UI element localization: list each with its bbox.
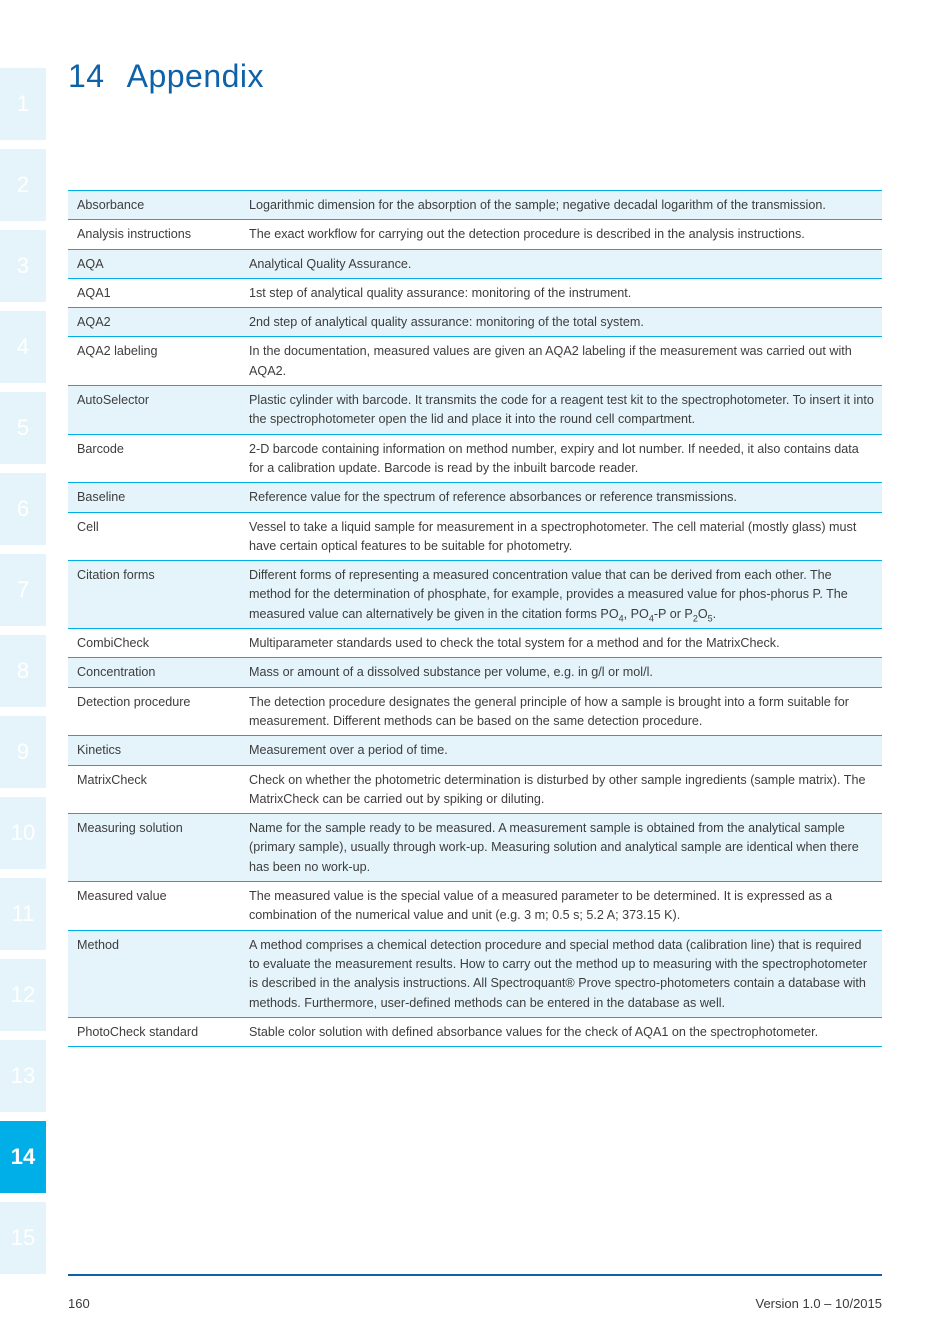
glossary-row — [68, 249, 882, 278]
glossary-term: AQA2 — [68, 308, 249, 337]
glossary-row — [68, 434, 882, 483]
glossary-row — [68, 930, 882, 1017]
glossary-term: Barcode — [77, 441, 124, 456]
glossary-term: AQA — [68, 249, 249, 278]
glossary-definition: The exact workflow for carrying out the detection procedure is described in the analysis instructions. — [249, 227, 805, 242]
chapter-tab-10[interactable]: 10 — [0, 797, 46, 869]
definition-text-run: Different forms of representing a measured concentration value that can be derived from each other. The method for the determination of phosphate, for example, provides a measured value for phos-phorus P. The measured value can alternatively be given in the citation forms PO — [249, 568, 848, 621]
glossary-term: Measured value — [77, 889, 167, 904]
glossary-row — [68, 278, 882, 307]
glossary-definition: Logarithmic dimension for the absorption of the sample; negative decadal logarithm of the transmission. — [249, 191, 882, 220]
definition-text-run: -P or P — [653, 606, 693, 621]
chapter-tab-1[interactable]: 1 — [0, 68, 46, 140]
glossary-definition: 2-D barcode containing information on method number, expiry and lot number. If needed, it also contains data for a calibration update. Barcode is read by the inbuilt barcode reader. — [249, 441, 859, 475]
definition-text-run: , PO — [623, 606, 649, 621]
glossary-definition: 2nd step of analytical quality assurance: monitoring of the total system. — [249, 308, 882, 337]
chapter-tab-5[interactable]: 5 — [0, 392, 46, 464]
glossary-definition: Plastic cylinder with barcode. It transmits the code for a reagent test kit to the spectrophotometer. To insert it into the spectrophotometer open the lid and place it into the round cell compartment. — [249, 386, 882, 435]
glossary-definition: Reference value for the spectrum of reference absorbances or reference transmissions. — [249, 483, 882, 512]
glossary-row — [68, 220, 882, 249]
glossary-term: CombiCheck — [77, 636, 150, 651]
glossary-definition — [249, 561, 882, 629]
glossary-definition: The measured value is the special value of a measured parameter to be determined. It is expressed as a combination of the numerical value and unit (e.g. 3 m; 0.5 s; 5.2 A; 373.15 K). — [249, 889, 833, 923]
glossary-term: Citation forms — [68, 561, 249, 629]
page-title — [68, 58, 264, 95]
chapter-tab-7[interactable]: 7 — [0, 554, 46, 626]
chapter-tab-2[interactable]: 2 — [0, 149, 46, 221]
definition-text-run: . — [712, 606, 717, 621]
glossary-definition: Measurement over a period of time. — [249, 736, 882, 765]
glossary-row — [68, 337, 882, 386]
chapter-tab-9[interactable]: 9 — [0, 716, 46, 788]
glossary-row — [68, 882, 882, 931]
glossary-table-container — [68, 190, 882, 1047]
page-number: 160 — [68, 1296, 90, 1311]
chapter-title: Appendix — [126, 58, 265, 94]
chapter-tab-11[interactable]: 11 — [0, 878, 46, 950]
subscript-digit: 4 — [648, 613, 654, 624]
chapter-tab-13[interactable]: 13 — [0, 1040, 46, 1112]
glossary-term: AutoSelector — [68, 386, 249, 435]
glossary-term: Concentration — [68, 658, 249, 687]
glossary-term: AQA2 labeling — [77, 344, 158, 359]
glossary-definition: Analytical Quality Assurance. — [249, 249, 882, 278]
glossary-term: Analysis instructions — [77, 227, 192, 242]
glossary-definition: Stable color solution with defined absorbance values for the check of AQA1 on the spectrophotometer. — [249, 1024, 819, 1039]
glossary-row — [68, 629, 882, 658]
glossary-definition: Check on whether the photometric determination is disturbed by other sample ingredients (sample matrix). The MatrixCheck can be carried out by spiking or diluting. — [249, 772, 866, 806]
version-label: Version 1.0 – 10/2015 — [755, 1296, 882, 1311]
subscript-digit: 5 — [707, 613, 713, 624]
chapter-tab-3[interactable]: 3 — [0, 230, 46, 302]
glossary-term: Cell — [77, 519, 99, 534]
glossary-row — [68, 814, 882, 882]
glossary-row — [68, 765, 882, 814]
glossary-row — [68, 658, 882, 687]
glossary-term: AQA1 — [77, 285, 111, 300]
glossary-term: Detection procedure — [77, 694, 191, 709]
chapter-tab-12[interactable]: 12 — [0, 959, 46, 1031]
glossary-table — [68, 190, 882, 1047]
glossary-definition: Vessel to take a liquid sample for measurement in a spectrophotometer. The cell material (mostly glass) must have certain optical features to be suitable for photometry. — [249, 519, 857, 553]
glossary-definition: Mass or amount of a dissolved substance per volume, e.g. in g/l or mol/l. — [249, 658, 882, 687]
glossary-row — [68, 561, 882, 629]
glossary-definition: The detection procedure designates the general principle of how a sample is brought into a form suitable for measurement. Different methods can be based on the same detection procedure. — [249, 694, 849, 728]
chapter-tab-8[interactable]: 8 — [0, 635, 46, 707]
glossary-row — [68, 736, 882, 765]
subscript-digit: 4 — [618, 613, 624, 624]
chapter-tab-14[interactable]: 14 — [0, 1121, 46, 1193]
glossary-term: Method — [68, 930, 249, 1017]
glossary-definition: Name for the sample ready to be measured. A measurement sample is obtained from the analytical sample (primary sample), usually through work-up. Measuring solution and analytical sample are identical when there has been no work-up. — [249, 814, 882, 882]
subscript-digit: 2 — [692, 613, 698, 624]
glossary-definition: 1st step of analytical quality assurance: monitoring of the instrument. — [249, 285, 632, 300]
glossary-definition: In the documentation, measured values are given an AQA2 labeling if the measurement was carried out with AQA2. — [249, 344, 852, 378]
glossary-definition: Multiparameter standards used to check the total system for a method and for the MatrixCheck. — [249, 636, 780, 651]
glossary-row — [68, 191, 882, 220]
glossary-term: Absorbance — [68, 191, 249, 220]
glossary-row — [68, 687, 882, 736]
glossary-row — [68, 1017, 882, 1046]
chapter-tab-4[interactable]: 4 — [0, 311, 46, 383]
glossary-row — [68, 308, 882, 337]
definition-text-run: O — [697, 606, 708, 621]
glossary-row — [68, 386, 882, 435]
chapter-tab-6[interactable]: 6 — [0, 473, 46, 545]
glossary-term: Kinetics — [68, 736, 249, 765]
glossary-definition: A method comprises a chemical detection procedure and special method data (calibration line) that is required to evaluate the measurement results. How to carry out the method up to measuring with the spectrophotometer is described in the analysis instructions. All Spectroquant® Prove spectro-photometers contain a database with methods. Furthermore, user-defined methods can be entered in the database as well. — [249, 930, 882, 1017]
glossary-term: Baseline — [68, 483, 249, 512]
chapter-tab-15[interactable]: 15 — [0, 1202, 46, 1274]
footer-divider — [68, 1274, 882, 1276]
glossary-row — [68, 512, 882, 561]
glossary-term: PhotoCheck standard — [77, 1024, 199, 1039]
chapter-number: 14 — [68, 58, 105, 94]
glossary-term: MatrixCheck — [77, 772, 147, 787]
glossary-term: Measuring solution — [68, 814, 249, 882]
glossary-row — [68, 483, 882, 512]
